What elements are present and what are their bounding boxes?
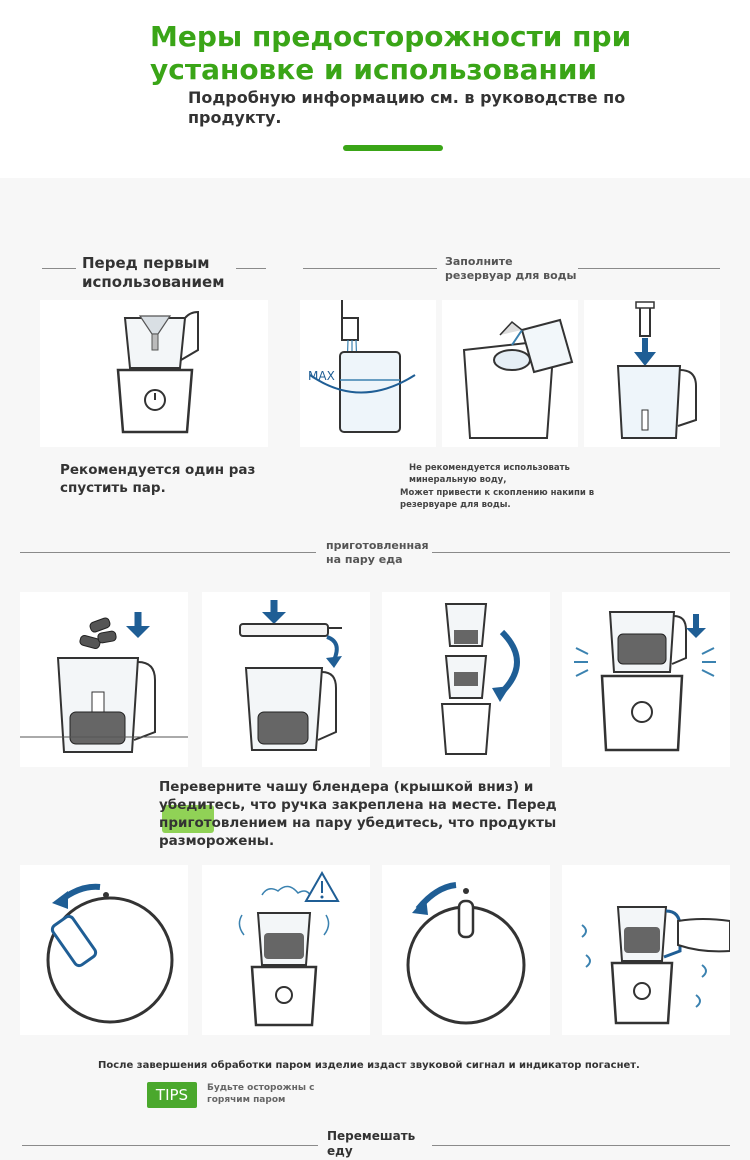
caption-flip-bowl: Переверните чашу блендера (крышкой вниз) и убедитесь, что ручка закреплена на месте. Перед приготовлением на пару убедитесь, что продукты разморожены. <box>159 779 557 849</box>
max-label: MAX <box>308 369 335 383</box>
divider <box>20 552 316 553</box>
caption-steam-finished: После завершения обработки паром изделие издаст звуковой сигнал и индикатор погаснет. <box>98 1060 640 1071</box>
section-heading-mix-food: Перемешать еду <box>327 1129 416 1158</box>
page-subtitle: Подробную информацию см. в руководстве по продукту. <box>188 88 626 127</box>
caption-first-use: Рекомендуется один раз спустить пар. <box>60 462 256 496</box>
page-title: Меры предосторожности при установке и использовании <box>150 20 632 86</box>
illustration-add-food <box>20 592 188 767</box>
section-heading-steamed-food: приготовленная на пару еда <box>326 539 429 566</box>
tips-text: Будьте осторожны с горячим паром <box>207 1083 315 1105</box>
divider <box>22 1145 318 1146</box>
illustration-insert-part <box>584 300 720 447</box>
illustration-remove-bowl <box>562 865 730 1035</box>
note-mineral-water: Не рекомендуется использовать минеральную воду, <box>409 463 570 485</box>
title-underline <box>343 145 443 151</box>
section-heading-first-use: Перед первым использованием <box>82 254 225 291</box>
note-scale: Может привести к скоплению накипи в резервуаре для воды. <box>400 488 595 510</box>
illustration-fill-water <box>300 300 436 447</box>
divider <box>578 268 720 269</box>
illustration-knob-reset <box>382 865 550 1035</box>
divider <box>432 552 730 553</box>
divider <box>303 268 437 269</box>
divider <box>432 1145 730 1146</box>
illustration-close-lid <box>202 592 370 767</box>
illustration-start-steam <box>562 592 730 767</box>
illustration-steaming <box>202 865 370 1035</box>
section-heading-fill-tank: Заполните резервуар для воды <box>445 255 577 282</box>
illustration-pour-water <box>442 300 578 447</box>
divider <box>236 268 266 269</box>
illustration-flip-bowl <box>382 592 550 767</box>
tips-badge: TIPS <box>147 1082 197 1108</box>
illustration-turn-knob-left <box>20 865 188 1035</box>
illustration-appliance <box>40 300 268 447</box>
divider <box>42 268 76 269</box>
